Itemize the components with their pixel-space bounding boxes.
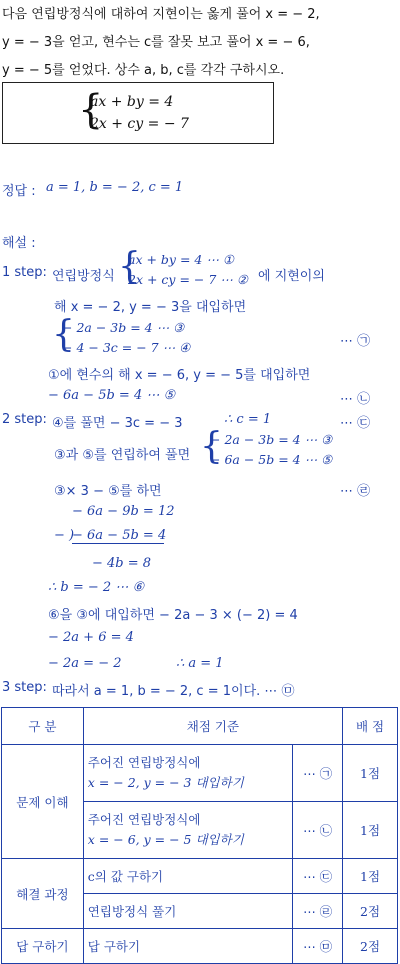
criteria-line: x = − 2, y = − 3 대입하기 [87, 775, 244, 790]
step3-text: 따라서 a = 1, b = − 2, c = 1이다. ⋯ ㉤ [52, 684, 295, 699]
step1-suffix: 에 지현이의 [258, 269, 325, 284]
criteria-mark: ⋯ ㉣ [293, 894, 343, 929]
step1-text: 연립방정식 [52, 269, 115, 284]
step1-eq-3: − 2a − 3b = 4 ⋯ ③ [62, 320, 185, 335]
criteria-mark: ⋯ ㉢ [293, 859, 343, 894]
problem-line-3: y = − 5를 얻었다. 상수 a, b, c를 각각 구하시오. [2, 63, 285, 78]
step2-therefore: ∴ c = 1 [224, 412, 272, 427]
calc-line-7: − 2a = − 2 [48, 656, 122, 671]
score-cell: 2점 [343, 929, 398, 964]
calc-line-3: − 4b = 8 [92, 556, 152, 571]
group-name: 해결 과정 [2, 859, 84, 929]
step1-eq-1: ax + by = 4 ⋯ ① [128, 252, 235, 267]
calc-line-4: ∴ b = − 2 ⋯ ⑥ [48, 580, 145, 595]
criteria-cell [83, 802, 292, 859]
calc-line-6: − 2a + 6 = 4 [48, 630, 134, 645]
grading-table [1, 707, 398, 964]
group-name: 답 구하기 [2, 929, 84, 964]
score-cell: 1점 [343, 859, 398, 894]
criteria-mark: ⋯ ㉤ [293, 929, 343, 964]
calc-line-7-therefore: ∴ a = 1 [176, 656, 224, 671]
calc-line-1: − 6a − 9b = 12 [72, 504, 175, 519]
solution-label: 해설 : [2, 236, 36, 251]
calc-line-5: ⑥을 ③에 대입하면 − 2a − 3 × (− 2) = 4 [48, 608, 298, 623]
calc-minus: − ) [54, 528, 75, 543]
brace-icon: { [118, 246, 141, 287]
mark-d: ⋯ ㉣ [340, 484, 371, 499]
step2-line-2: ③과 ⑤를 연립하여 풀면 [54, 448, 191, 463]
score-cell: 2점 [343, 894, 398, 929]
criteria-cell: 연립방정식 풀기 [83, 894, 292, 929]
system-eq-2: 2x + cy = − 7 [90, 116, 189, 132]
answer-label: 정답 : [2, 184, 36, 199]
table-row [2, 929, 398, 964]
mark-a: ⋯ ㉠ [340, 334, 371, 349]
criteria-mark: ⋯ ㉠ [293, 745, 343, 802]
step2-eq-b: − 6a − 5b = 4 ⋯ ⑤ [210, 452, 333, 467]
criteria-line: 주어진 연립방정식에 [87, 755, 201, 770]
step1-eq-5: − 6a − 5b = 4 ⋯ ⑤ [48, 388, 176, 403]
step2-label: 2 step: [2, 412, 47, 427]
step1-line-3: ①에 현수의 해 x = − 6, y = − 5를 대입하면 [48, 368, 311, 383]
mark-b: ⋯ ㉡ [340, 392, 371, 407]
header-score: 배 점 [343, 708, 398, 745]
brace-icon: { [200, 426, 223, 467]
step1-line-2: 해 x = − 2, y = − 3을 대입하면 [54, 300, 247, 315]
mark-c: ⋯ ㉢ [340, 416, 371, 431]
step2-line-3: ③× 3 − ⑤를 하면 [54, 484, 162, 499]
score-cell: 1점 [343, 802, 398, 859]
equation-system-box [2, 82, 274, 144]
group-name: 문제 이해 [2, 745, 84, 859]
system-eq-1: ax + by = 4 [90, 94, 174, 110]
criteria-line: x = − 6, y = − 5 대입하기 [87, 832, 244, 847]
brace-icon: { [78, 87, 104, 133]
header-criteria: 채점 기준 [83, 708, 342, 745]
step2-eq-a: − 2a − 3b = 4 ⋯ ③ [210, 432, 333, 447]
criteria-mark: ⋯ ㉡ [293, 802, 343, 859]
calc-line-2: − 6a − 5b = 4 [72, 528, 167, 543]
problem-line-2: y = − 3을 얻고, 현수는 c를 잘못 보고 풀어 x = − 6, [2, 35, 310, 50]
step1-eq-4: − 4 − 3c = − 7 ⋯ ④ [62, 340, 191, 355]
problem-line-1: 다음 연립방정식에 대하여 지현이는 옳게 풀어 x = − 2, [2, 7, 320, 22]
criteria-line: 주어진 연립방정식에 [87, 812, 201, 827]
criteria-cell: 답 구하기 [83, 929, 292, 964]
criteria-cell: c의 값 구하기 [83, 859, 292, 894]
answer-value: a = 1, b = − 2, c = 1 [46, 180, 184, 195]
step1-label: 1 step: [2, 265, 47, 280]
score-cell: 1점 [343, 745, 398, 802]
header-category: 구 분 [2, 708, 84, 745]
brace-icon: { [52, 314, 75, 355]
table-row [2, 745, 398, 802]
step3-label: 3 step: [2, 680, 47, 695]
criteria-cell [83, 745, 292, 802]
step2-text: ④를 풀면 − 3c = − 3 [52, 416, 183, 431]
table-row [2, 859, 398, 894]
step1-eq-2: 2x + cy = − 7 ⋯ ② [128, 272, 248, 287]
grading-header-row [2, 708, 398, 745]
